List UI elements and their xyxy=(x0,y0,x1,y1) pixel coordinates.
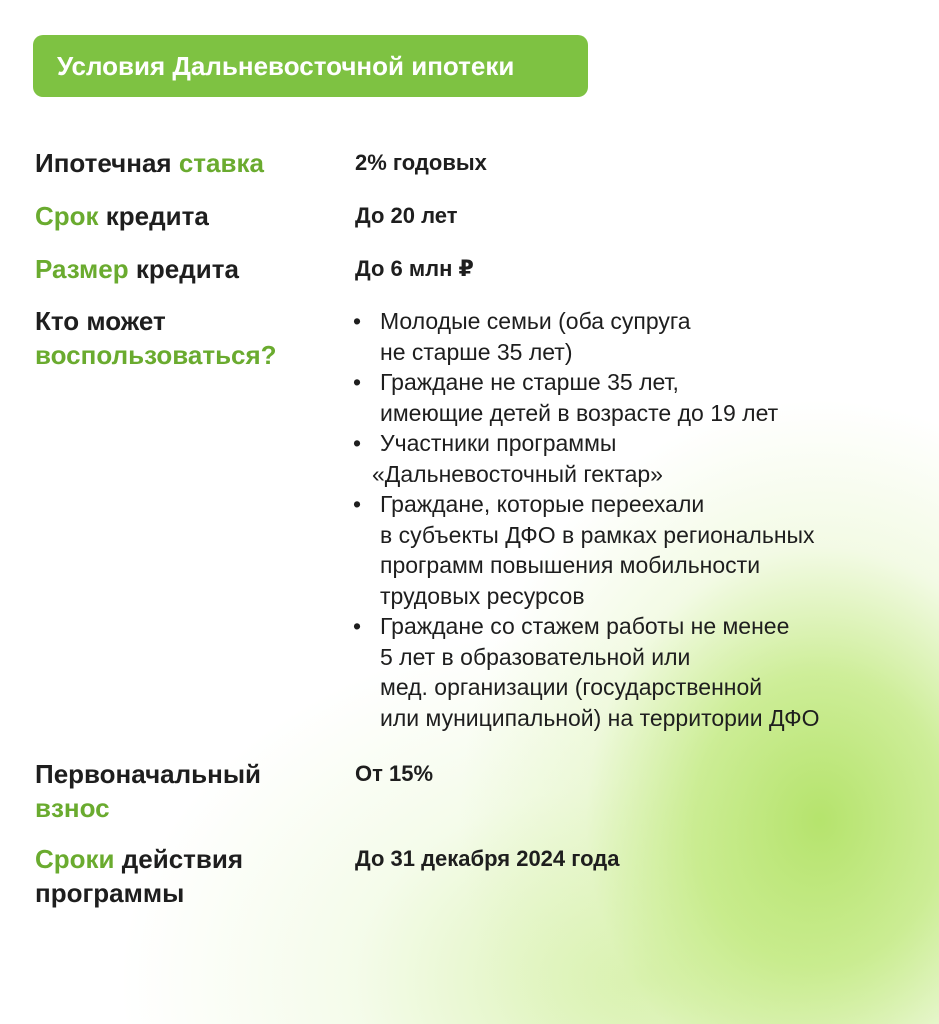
rate-value: 2% годовых xyxy=(355,150,487,175)
term-value: До 20 лет xyxy=(355,203,458,228)
eligible-label-line2: воспользоваться? xyxy=(35,340,277,370)
term-label-part2: кредита xyxy=(98,201,209,231)
down-payment-label-line2: взнос xyxy=(35,793,110,823)
down-payment-label xyxy=(35,757,335,825)
down-payment-label-line1: Первоначальный xyxy=(35,759,262,789)
eligible-label-line1: Кто может xyxy=(35,306,166,336)
list-item xyxy=(353,489,928,611)
eligible-label xyxy=(35,304,335,372)
list-item-line: в субъекты ДФО в рамках региональных xyxy=(380,521,815,548)
list-item xyxy=(353,367,928,428)
amount-value: До 6 млн ₽ xyxy=(355,256,474,281)
list-item-line: трудовых ресурсов xyxy=(380,582,585,609)
amount-label-part1: Размер xyxy=(35,254,129,284)
rate-label-part2: ставка xyxy=(178,148,264,178)
list-item xyxy=(353,611,928,733)
term-label-part1: Срок xyxy=(35,201,99,231)
list-item xyxy=(353,428,928,489)
bullet-icon: • xyxy=(353,613,362,639)
list-item-line: Граждане не старше 35 лет, xyxy=(380,369,679,395)
list-item-line: Участники программы xyxy=(380,430,617,456)
rate-label xyxy=(35,146,335,180)
list-item-line: мед. организации (государственной xyxy=(380,674,763,700)
list-item-line: имеющие детей в возрасте до 19 лет xyxy=(380,399,779,426)
list-item-line: «Дальневосточный гектар» xyxy=(372,460,663,487)
amount-label-part2: кредита xyxy=(128,254,239,284)
list-item-line: 5 лет в образовательной или xyxy=(380,643,691,670)
bullet-icon: • xyxy=(353,430,362,456)
bullet-icon: • xyxy=(353,308,362,334)
term-label xyxy=(35,199,335,233)
list-item-line: программ повышения мобильности xyxy=(380,552,761,578)
title-badge: Условия Дальневосточной ипотеки xyxy=(33,35,588,97)
validity-label-line1 xyxy=(35,842,335,876)
down-payment-value: От 15% xyxy=(355,761,434,786)
validity-value: До 31 декабря 2024 года xyxy=(355,846,620,871)
list-item-line: или муниципальной) на территории ДФО xyxy=(380,704,820,731)
list-item-line: Граждане со стажем работы не менее xyxy=(380,613,790,639)
list-item-line: не старше 35 лет) xyxy=(380,338,573,365)
bullet-icon: • xyxy=(353,369,362,395)
eligible-list xyxy=(353,306,928,733)
amount-label xyxy=(35,252,335,286)
validity-label-part1: Сроки xyxy=(35,844,115,874)
validity-label-part2: действия xyxy=(114,844,244,874)
list-item xyxy=(353,306,928,367)
rate-label-part1: Ипотечная xyxy=(35,148,179,178)
list-item-line: Молодые семьи (оба супруга xyxy=(380,308,691,334)
validity-label-line2: программы xyxy=(35,878,185,908)
list-item-line: Граждане, которые переехали xyxy=(380,491,705,517)
bullet-icon: • xyxy=(353,491,362,517)
validity-label xyxy=(35,842,335,910)
